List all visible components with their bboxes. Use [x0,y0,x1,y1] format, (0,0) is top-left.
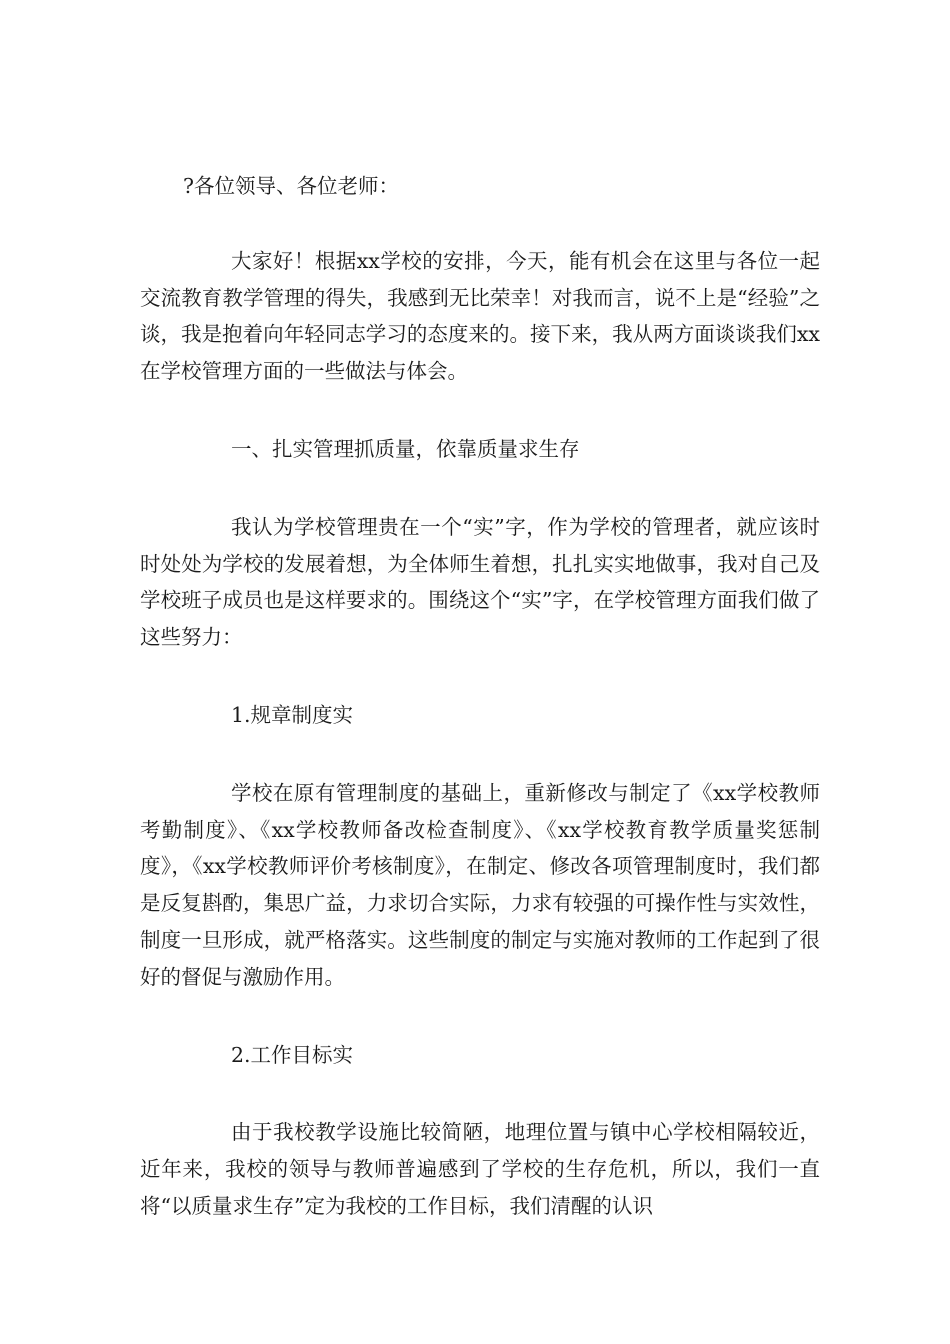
paragraph-greeting: 大家好！根据xx学校的安排，今天，能有机会在这里与各位一起交流教育教学管理的得失，我感到无比荣幸！对我而言，说不上是“经验”之谈，我是抱着向年轻同志学习的态度来的。接下来，我从两方面谈谈我们xx在学校管理方面的一些做法与体会。 [140,248,820,384]
paragraph-management: 我认为学校管理贵在一个“实”字，作为学校的管理者，就应该时时处处为学校的发展着想，为全体师生着想，扎扎实实地做事，我对自己及学校班子成员也是这样要求的。围绕这个“实”字，在学校管理方面我们做了这些努力： [140,514,820,650]
document-body [140,168,820,1225]
salutation: ?各位领导、各位老师： [183,174,399,198]
paragraph-goals: 由于我校教学设施比较简陋，地理位置与镇中心学校相隔较近，近年来，我校的领导与教师普遍感到了学校的生存危机，所以，我们一直将“以质量求生存”定为我校的工作目标，我们清醒的认识 [140,1120,820,1218]
subheading-goals: 2.工作目标实 [231,1042,354,1067]
subheading-rules: 1.规章制度实 [231,702,354,727]
section-heading-1: 一、扎实管理抓质量，依靠质量求生存 [231,436,580,461]
paragraph-rules: 学校在原有管理制度的基础上，重新修改与制定了《xx学校教师考勤制度》、《xx学校教师备改检查制度》、《xx学校教育教学质量奖惩制度》，《xx学校教师评价考核制度》，在制定、修改各项管理制度时，我们都是反复斟酌，集思广益，力求切合实际，力求有较强的可操作性与实效性，制度一旦形成，就严格落实。这些制度的制定与实施对教师的工作起到了很好的督促与激励作用。 [140,780,820,989]
